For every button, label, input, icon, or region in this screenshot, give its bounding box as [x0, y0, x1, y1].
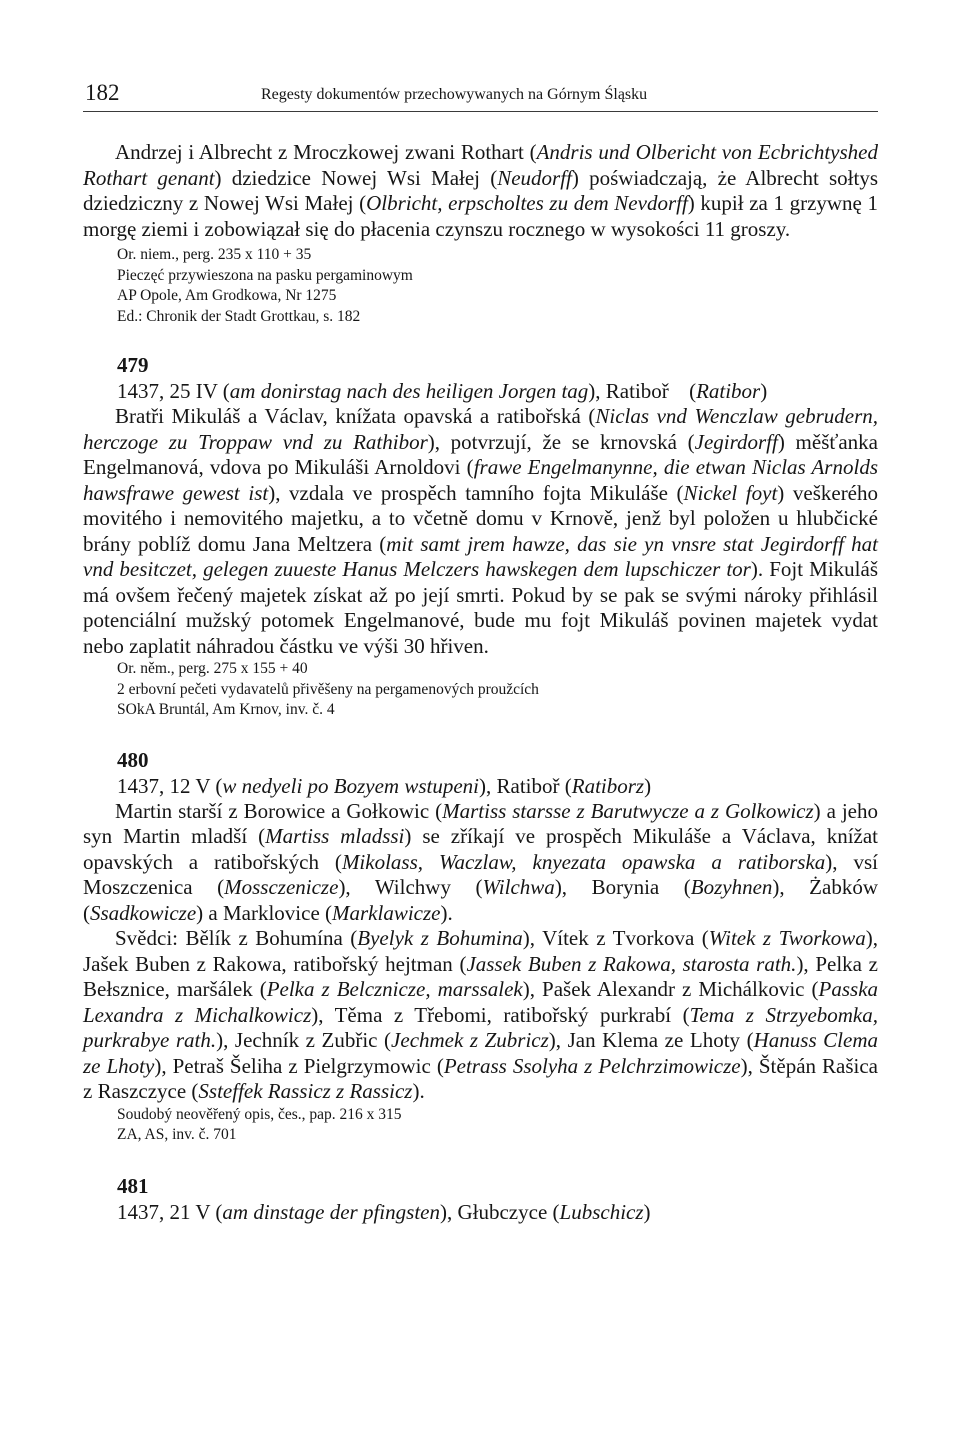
original-language-quote: am donirstag nach des heiligen Jorgen tag: [229, 379, 589, 403]
entry-paragraph: Martin starší z Borowice a Gołkowic (Martiss starsse z Barutwycze a z Golkowicz) a jeho syn Martin mladší (Martiss mladssi) se zříkají ve prospěch Mikuláše a Václava, knížat opavských a ratibořských (Mikolass, Waczlaw, knyezata opawska a ratiborska), vsí Moszczenica (Mossczenicze), Wilchwy (Wilchwa), Borynia (Bozyhnen), Żabków (Ssadkowicze) a Marklovice (Marklawicze).: [83, 798, 879, 925]
original-language-quote: Passka Lexandra z Michalkowicz: [83, 977, 879, 1027]
original-language-quote: Pelka z Belcznicze, marssalek: [266, 977, 523, 1001]
original-language-quote: Wilchwa: [482, 875, 555, 899]
original-language-quote: Tema z Strzyebomka, purkrabye rath.: [83, 1002, 878, 1052]
intro-paragraph: Andrzej i Albrecht z Mroczkowej zwani Rothart (Andris und Olbericht von Ecbrichtyshed Rothart genant) dziedzice Nowej Wsi Małej (Neudorff) poświadczają, że Albrecht sołtys dziedziczny z Nowej Wsi Małej (Olbricht, erpscholtes zu dem Nevdorff) kupił za 1 grzywnę 1 morgę ziemi i zobowiązał się do płacenia czynszu rocznego w wysokości 11 groszy.: [83, 140, 878, 241]
running-title: Regesty dokumentów przechowywanych na Górnym Śląsku: [261, 86, 648, 103]
source-note: SOkA Bruntál, Am Krnov, inv. č. 4: [117, 701, 335, 718]
entry-dateline: 1437, 21 V (am dinstage der pfingsten), Głubczyce (Lubschicz): [117, 1199, 651, 1224]
original-language-quote: Bozyhnen: [690, 875, 773, 899]
original-language-quote: Lubschicz: [559, 1199, 644, 1224]
entry-480: [83, 748, 878, 1146]
original-language-quote: mit samt jrem hawze, das sie yn vnsre stat Jegirdorff hat vnd besitczet, gelegen zuueste Hanus Melczers hawskegen dem lupschiczer tor: [83, 531, 878, 581]
original-language-quote: Ratiborz: [571, 773, 645, 798]
original-language-quote: Ratibor: [696, 379, 761, 403]
page-number: 182: [85, 80, 120, 105]
original-language-quote: Martiss mladssi: [265, 824, 405, 848]
intro-notes: [83, 245, 878, 327]
original-language-quote: Neudorff: [497, 165, 572, 190]
original-language-quote: w nedyeli po Bozyem wstupeni: [222, 773, 480, 798]
entry-dateline: 1437, 12 V (w nedyeli po Bozyem wstupeni), Ratiboř (Ratiborz): [117, 773, 652, 798]
original-language-quote: Niclas vnd Wenczlaw gebrudern, herczoge zu Troppaw vnd zu Rathibor: [83, 404, 878, 454]
original-language-quote: Mikolass, Waczlaw, knyezata opawska a ratiborska: [341, 849, 826, 874]
page-header: [83, 80, 878, 108]
entry-number: 479: [117, 353, 149, 377]
original-language-quote: Martiss starsse z Barutwycze a z Golkowicz: [442, 798, 814, 823]
entry-number: 481: [117, 1173, 149, 1198]
source-note: Pieczęć przywieszona na pasku pergaminowym: [117, 266, 413, 284]
original-language-quote: Petrass Ssolyha z Pelchrzimowicze: [443, 1053, 741, 1078]
source-note: Ed.: Chronik der Stadt Grottkau, s. 182: [117, 307, 361, 325]
source-note: Or. něm., perg. 275 x 155 + 40: [117, 660, 308, 677]
original-language-quote: Jassek Buben z Rakowa, starosta rath.: [466, 951, 797, 976]
entry-481: [83, 1174, 878, 1225]
entry-479: [83, 353, 878, 721]
witnesses-paragraph: Svědci: Bělík z Bohumína (Byelyk z Bohumina), Vítek z Tvorkova (Witek z Tworkowa), Jašek Buben z Rakowa, ratibořský hejtman (Jassek Buben z Rakowa, starosta rath.), Pelka z Bełsznice, maršálek (Pelka z Belcznicze, marssalek), Pašek Alexandr z Michálkovic (Passka Lexandra z Michalkowicz), Těma z Třebomi, ratibořský purkrabí (Tema z Strzyebomka, purkrabye rath.), Jechník z Zubřic (Jechmek z Zubricz), Jan Klema ze Lhoty (Hanuss Clema ze Lhoty), Petraš Šeliha z Pielgrzymowic (Petrass Ssolyha z Pelchrzimowicze), Štěpán Rašica z Raszczyce (Ssteffek Rassicz z Rassicz).: [83, 926, 879, 1103]
original-language-quote: Nickel foyt: [683, 480, 778, 505]
entry-number: 480: [117, 747, 149, 772]
source-note: ZA, AS, inv. č. 701: [117, 1126, 237, 1143]
header-rule: [83, 111, 878, 112]
original-language-quote: Hanuss Clema ze Lhoty: [83, 1028, 879, 1078]
original-language-quote: Marklawicze: [332, 900, 441, 925]
original-language-quote: frawe Engelmanynne, die etwan Niclas Arnolds hawsfrawe gewest ist: [83, 455, 878, 505]
original-language-quote: Jegirdorff: [694, 429, 778, 454]
original-language-quote: Witek z Tworkowa: [708, 926, 866, 950]
page-content: [83, 140, 878, 1225]
original-language-quote: Ssadkowicze: [90, 900, 197, 925]
original-language-quote: Jechmek z Zubricz: [391, 1028, 549, 1052]
original-language-quote: Ssteffek Rassicz z Rassicz: [198, 1079, 413, 1103]
source-note: 2 erbovní pečeti vydavatelů přivěšeny na pergamenových proužcích: [117, 680, 539, 698]
source-note: AP Opole, Am Grodkowa, Nr 1275: [117, 287, 337, 304]
source-note: Soudobý neověřený opis, čes., pap. 216 x 315: [117, 1105, 402, 1123]
original-language-quote: am dinstage der pfingsten: [222, 1199, 440, 1224]
original-language-quote: Mossczenicze: [224, 875, 339, 899]
original-language-quote: Olbricht, erpscholtes zu dem Nevdorff: [366, 191, 688, 215]
entry-paragraph: Bratři Mikuláš a Václav, knížata opavská a ratibořská (Niclas vnd Wenczlaw gebrudern, herczoge zu Troppaw vnd zu Rathibor), potvrzují, že se krnovská (Jegirdorff) měšťanka Engelmanová, vdova po Mikuláši Arnoldovi (frawe Engelmanynne, die etwan Niclas Arnolds hawsfrawe gewest ist), vzdala ve prospěch tamního fojta Mikuláše (Nickel foyt) veškerého movitého i nemovitého majetku, a to včetně domu v Krnově, jenž byl položen u hlubčické brány poblíž domu Jana Meltzera (mit samt jrem hawze, das sie yn vnsre stat Jegirdorff hat vnd besitczet, gelegen zuueste Hanus Melczers hawskegen dem lupschiczer tor). Fojt Mikuláš má ovšem řečený majetek získat až po její smrti. Pokud by se pak se svými nároky přihlásil potenciální mužský potomek Engelmanové, bude mu fojt Mikuláš povinen majetek vydat nebo zaplatit náhradou částku ve výši 30 hřiven.: [83, 404, 879, 658]
source-note: Or. niem., perg. 235 x 110 + 35: [117, 246, 312, 263]
original-language-quote: Andris und Olbericht von Ecbrichtyshed Rothart genant: [83, 140, 878, 190]
entry-dateline: 1437, 25 IV (am donirstag nach des heiligen Jorgen tag), Ratibořᅟ(Ratibor): [117, 379, 768, 403]
original-language-quote: Byelyk z Bohumina: [357, 926, 523, 950]
